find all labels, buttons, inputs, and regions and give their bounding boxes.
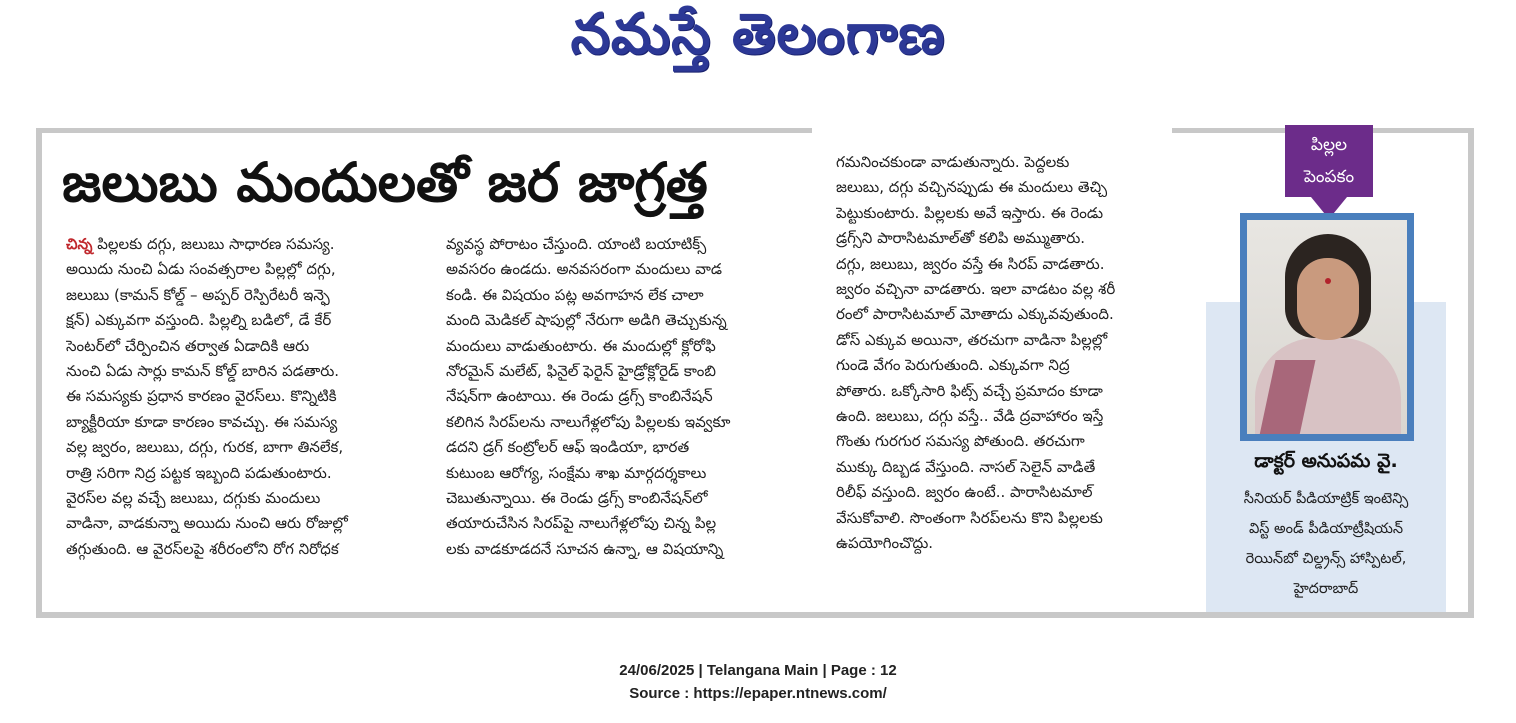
text-line: అయిదు నుంచి ఏడు సంవత్సరాల పిల్లల్లో దగ్గు,: [66, 260, 336, 279]
designation-line: సీనియర్ పీడియాట్రిక్ ఇంటెన్సి: [1243, 491, 1409, 507]
article-headline: జలుబు మందులతో జర జాగ్రత్త: [62, 151, 708, 214]
frame-top-border-left: [36, 128, 812, 133]
text-line: వల్ల జ్వరం, జలుబు, దగ్గు, గురక, బాగా తినలేక,: [66, 438, 344, 457]
article-column-2: [446, 232, 798, 562]
text-line: [66, 232, 418, 257]
text-line: వైరస్‌ల వల్ల వచ్చే జలుబు, దగ్గుకు మందులు: [66, 489, 321, 508]
newspaper-masthead: నమస్తే తెలంగాణ: [570, 2, 946, 67]
text-line: బ్యాక్టీరియా కూడా కారణం కావచ్చు. ఈ సమస్య: [66, 412, 338, 431]
designation-line: హైదరాబాద్: [1293, 581, 1359, 597]
text-line: పోతారు. ఒక్కోసారి ఫిట్స్ వచ్చే ప్రమాదం కూడా: [836, 381, 1103, 400]
author-designation: [1206, 484, 1446, 604]
text-line: చెబుతున్నాయి. ఈ రెండు డ్రగ్స్ కాంబినేషన్‌లో: [446, 489, 708, 508]
author-photo-frame: [1240, 213, 1414, 441]
text-line: జలుబు (కామన్ కోల్డ్ – అప్పర్ రెస్పిరేటరీ ఇన్ఫె: [66, 285, 330, 304]
designation-line: విస్ట్ అండ్ పీడియాట్రీషియన్: [1248, 521, 1404, 537]
text-line: రంలో పారాసిటమాల్ మోతాదు ఎక్కువవుతుంది.: [836, 305, 1114, 324]
article-column-1: [66, 232, 418, 562]
section-tag: [1285, 125, 1373, 197]
text-line: లకు వాడకూడదనే సూచన ఉన్నా, ఆ విషయాన్ని: [446, 539, 724, 558]
text-line: క్షన్) ఎక్కువగా వస్తుంది. పిల్లల్ని బడిలో, డే కేర్: [66, 311, 332, 330]
text-line: వ్యవస్థ పోరాటం చేస్తుంది. యాంటి బయాటిక్స్: [446, 235, 707, 253]
text-line: ఈ సమస్యకు ప్రధాన కారణం వైరస్‌లు. కొన్నిటికి: [66, 387, 337, 406]
section-tag-line2: పెంపకం: [1303, 167, 1355, 187]
photo-bindi: [1325, 278, 1331, 284]
text-line: కుటుంబ ఆరోగ్య, సంక్షేమ శాఖ మార్గదర్శకాలు: [446, 463, 707, 482]
text-line: గమనించకుండా వాడుతున్నారు. పెద్దలకు: [836, 153, 1070, 171]
section-tag-line1: పిల్లల: [1310, 135, 1348, 155]
designation-line: రెయిన్‌బో చిల్డ్రన్స్ హాస్పిటల్,: [1245, 551, 1407, 567]
text-line: మంది మెడికల్ షాపుల్లో నేరుగా అడిగి తెచ్చుకున్న: [446, 311, 727, 330]
text-line: జ్వరం వచ్చినా వాడతారు. ఇలా వాడటం వల్ల శరీ: [836, 280, 1116, 299]
text-line: ఉపయోగించొద్దు.: [836, 534, 934, 553]
text-line: తయారుచేసిన సిరప్‌పై నాలుగేళ్లలోపు చిన్న పిల్ల: [446, 514, 717, 533]
text-line: వాడినా, వాడకున్నా అయిదు నుంచి ఆరు రోజుల్లో: [66, 514, 348, 533]
article-column-3: [836, 150, 1170, 557]
text-line: రిలీఫ్ వస్తుంది. జ్వరం ఉంటే.. పారాసిటమాల్: [836, 483, 1093, 502]
text-line: నోరమైన్ మలేట్, ఫినైల్ ఫెరైన్ హైడ్రోక్లోరైడ్ కాంబి: [446, 362, 716, 381]
text-line: ఉంది. జలుబు, దగ్గు వస్తే.. వేడి ద్రవాహారం ఇస్తే: [836, 407, 1104, 426]
text-line: కండి. ఈ విషయం పట్ల అవగాహన లేక చాలా: [446, 285, 704, 304]
text-line: గొంతు గురగుర సమస్య పోతుంది. తరచుగా: [836, 432, 1085, 451]
footer-date-page: 24/06/2025 | Telangana Main | Page : 12: [619, 662, 897, 679]
text-line: ముక్కు దిబ్బడ వేస్తుంది. నాసల్ సెలైన్ వాడితే: [836, 457, 1096, 476]
text-line: అవసరం ఉండదు. అనవసరంగా మందులు వాడ: [446, 260, 722, 279]
text-line: పెట్టుకుంటారు. పిల్లలకు అవే ఇస్తారు. ఈ రెండు: [836, 203, 1104, 222]
text-line: డ్రగ్స్‌ని పారాసిటమాల్‌తో కలిపి అమ్ముతారు.: [836, 229, 1086, 248]
text-line: మందులు వాడుతుంటారు. ఈ మందుల్లో క్లోరోఫి: [446, 336, 716, 355]
text-line: నేషన్‌గా ఉంటాయి. ఈ రెండు డ్రగ్స్ కాంబినేషన్: [446, 387, 713, 406]
text-line: జలుబు, దగ్గు వచ్చినప్పుడు ఈ మందులు తెచ్చి: [836, 178, 1108, 197]
text-line: గుండె వేగం పెరుగుతుంది. ఎక్కువగా నిద్ర: [836, 356, 1070, 375]
text-line: కలిగిన సిరప్‌లను నాలుగేళ్లలోపు పిల్లలకు ఇవ్వకూ: [446, 412, 731, 431]
author-photo: [1247, 220, 1407, 434]
dropcap-word: చిన్న: [66, 235, 93, 253]
photo-face: [1297, 258, 1359, 340]
text-line: డదని డ్రగ్ కంట్రోలర్ ఆఫ్ ఇండియా, భారత: [446, 438, 690, 457]
text-line: డోస్ ఎక్కువ అయినా, తరచుగా వాడినా పిల్లల్లో: [836, 330, 1108, 349]
author-name: డాక్టర్ అనుపమ వై.: [1254, 450, 1398, 472]
text-line-rest: పిల్లలకు దగ్గు, జలుబు సాధారణ సమస్య.: [92, 235, 335, 253]
text-line: సెంటర్‌లో చేర్పించిన తర్వాత ఏడాదికి ఆరు: [66, 336, 310, 355]
text-line: రాత్రి సరిగా నిద్ర పట్టక ఇబ్బంది పడుతుంటారు.: [66, 463, 332, 482]
text-line: తగ్గుతుంది. ఆ వైరస్‌లపై శరీరంలోని రోగ నిరోధక: [66, 539, 339, 558]
text-line: వేసుకోవాలి. సొంతంగా సిరప్‌లను కొని పిల్లలకు: [836, 508, 1103, 527]
text-line: దగ్గు, జలుబు, జ్వరం వస్తే ఈ సిరప్ వాడతారు.: [836, 254, 1105, 273]
text-line: నుంచి ఏడు సార్లు కామన్ కోల్డ్ బారిన పడతారు.: [66, 362, 340, 381]
footer-source: Source : https://epaper.ntnews.com/: [629, 685, 887, 702]
